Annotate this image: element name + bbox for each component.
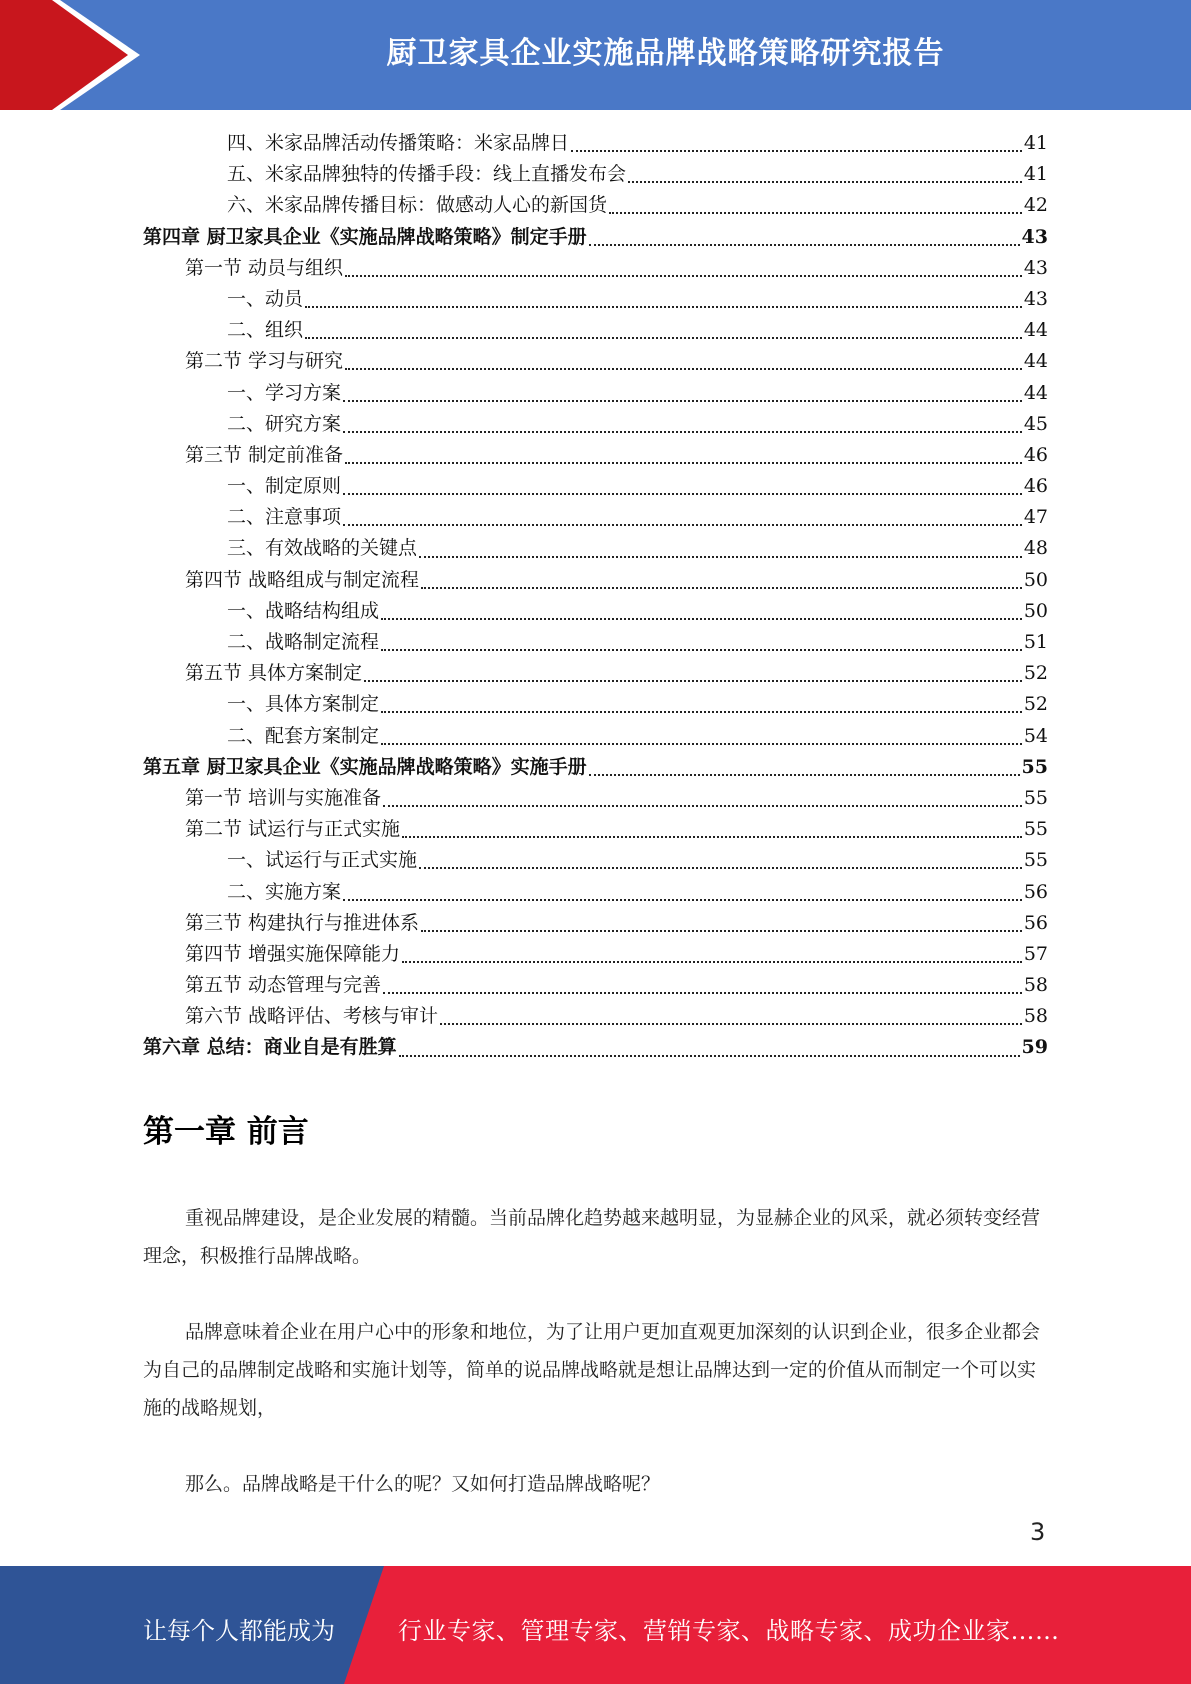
toc-entry-title: 第一节 培训与实施准备 (185, 786, 382, 809)
toc-leader-dots (345, 461, 1022, 464)
toc-entry[interactable] (143, 908, 1048, 939)
toc-entry-page: 43 (1023, 256, 1048, 279)
toc-entry[interactable] (143, 814, 1048, 845)
toc-leader-dots (419, 866, 1022, 869)
toc-entry-title: 二、实施方案 (227, 880, 342, 903)
toc-entry-page: 47 (1023, 506, 1048, 529)
toc-entry-page: 55 (1023, 818, 1048, 841)
toc-entry-page: 46 (1023, 475, 1048, 498)
paragraph: 品牌意味着企业在用户心中的形象和地位，为了让用户更加直观更加深刻的认识到企业，很多企业都会为自己的品牌制定战略和实施计划等，简单的说品牌战略就是想让品牌达到一定的价值从而制定一个可以实施的战略规划， (143, 1321, 1041, 1419)
toc-leader-dots (419, 555, 1022, 558)
toc-entry-page: 42 (1023, 194, 1048, 217)
toc-entry[interactable] (143, 783, 1048, 814)
toc-entry-title: 第三节 构建执行与推进体系 (185, 911, 420, 934)
toc-entry[interactable] (143, 939, 1048, 970)
toc-entry[interactable] (143, 689, 1048, 720)
page-footer (0, 1566, 1191, 1684)
toc-entry[interactable] (143, 877, 1048, 908)
toc-entry-title: 二、注意事项 (227, 506, 342, 529)
toc-entry-title: 第四节 战略组成与制定流程 (185, 568, 420, 591)
toc-entry-page: 52 (1023, 693, 1048, 716)
toc-entry-page: 50 (1023, 568, 1048, 591)
toc-entry[interactable] (143, 596, 1048, 627)
toc-entry-title: 第一节 动员与组织 (185, 256, 344, 279)
toc-entry-page: 51 (1023, 631, 1048, 653)
toc-entry-title: 四、米家品牌活动传播策略：米家品牌日 (227, 132, 570, 154)
toc-entry-title: 一、动员 (227, 287, 304, 310)
chapter-title: 第一章 前言 (143, 1114, 309, 1150)
toc-entry[interactable] (143, 378, 1048, 409)
toc-entry-page: 58 (1023, 1005, 1048, 1028)
toc-entry-page: 44 (1023, 350, 1048, 373)
toc-leader-dots (381, 617, 1022, 620)
toc-entry-page: 46 (1023, 443, 1048, 466)
toc-entry[interactable] (143, 159, 1048, 190)
toc-entry-page: 57 (1023, 942, 1048, 965)
toc-entry-title: 一、试运行与正式实施 (227, 849, 418, 872)
toc-entry-title: 二、配套方案制定 (227, 724, 380, 747)
toc-entry[interactable] (143, 502, 1048, 533)
toc-entry-page: 55 (1021, 755, 1048, 778)
toc-entry[interactable] (143, 1032, 1048, 1063)
toc-entry[interactable] (143, 409, 1048, 440)
toc-entry-title: 第五节 动态管理与完善 (185, 974, 382, 997)
toc-entry-page: 48 (1023, 537, 1048, 560)
toc-entry-title: 六、米家品牌传播目标：做感动人心的新国货 (227, 194, 608, 217)
toc-entry-title: 二、战略制定流程 (227, 631, 380, 653)
toc-entry-title: 第五节 具体方案制定 (185, 662, 363, 685)
paragraph: 那么。品牌战略是干什么的呢？又如何打造品牌战略呢？ (185, 1473, 661, 1495)
toc-entry-title: 二、组织 (227, 319, 304, 342)
toc-entry-title: 五、米家品牌独特的传播手段：线上直播发布会 (227, 163, 627, 186)
toc-entry-page: 41 (1023, 132, 1048, 154)
toc-entry-page: 58 (1023, 974, 1048, 997)
toc-entry-title: 第四章 厨卫家具企业《实施品牌战略策略》制定手册 (143, 225, 587, 248)
toc-entry-title: 一、学习方案 (227, 381, 342, 404)
toc-entry-title: 第四节 增强实施保障能力 (185, 942, 401, 965)
toc-entry-page: 44 (1023, 319, 1048, 342)
toc-leader-dots (381, 742, 1022, 745)
toc-leader-dots (589, 243, 1020, 246)
toc-entry-title: 第五章 厨卫家具企业《实施品牌战略策略》实施手册 (143, 755, 587, 778)
page-number: 3 (1030, 1518, 1046, 1546)
toc-leader-dots (305, 305, 1022, 308)
toc-leader-dots (383, 804, 1022, 807)
toc-entry-title: 第六节 战略评估、考核与审计 (185, 1005, 439, 1028)
toc-entry[interactable] (143, 284, 1048, 315)
toc-leader-dots (402, 960, 1022, 963)
toc-entry[interactable] (143, 970, 1048, 1001)
toc-entry-page: 43 (1021, 225, 1048, 248)
toc-entry-title: 二、研究方案 (227, 412, 342, 435)
table-of-contents (143, 128, 1048, 1064)
toc-entry[interactable] (143, 346, 1048, 377)
toc-entry[interactable] (143, 845, 1048, 876)
toc-entry-title: 一、具体方案制定 (227, 693, 380, 716)
toc-leader-dots (305, 336, 1022, 339)
toc-entry[interactable] (143, 222, 1048, 253)
toc-entry[interactable] (143, 471, 1048, 502)
toc-entry-page: 55 (1023, 786, 1048, 809)
toc-entry[interactable] (143, 315, 1048, 346)
toc-leader-dots (383, 991, 1022, 994)
toc-leader-dots (343, 523, 1022, 526)
toc-entry[interactable] (143, 721, 1048, 752)
toc-entry-title: 第二节 试运行与正式实施 (185, 818, 401, 841)
toc-leader-dots (364, 679, 1022, 682)
toc-leader-dots (343, 399, 1022, 402)
footer-slogan: 让每个人都能成为 (143, 1617, 335, 1645)
toc-entry-page: 44 (1023, 381, 1048, 404)
toc-entry-title: 第六章 总结：商业自是有胜算 (143, 1036, 397, 1059)
toc-entry[interactable] (143, 752, 1048, 783)
toc-leader-dots (381, 648, 1022, 651)
toc-entry-title: 三、有效战略的关键点 (227, 537, 418, 560)
toc-leader-dots (343, 430, 1022, 433)
toc-leader-dots (421, 929, 1022, 932)
toc-entry[interactable] (143, 658, 1048, 689)
toc-entry-title: 一、制定原则 (227, 475, 342, 498)
paragraph: 重视品牌建设，是企业发展的精髓。当前品牌化趋势越来越明显，为显赫企业的风采，就必须转变经营理念，积极推行品牌战略。 (143, 1207, 1041, 1267)
toc-entry-title: 第三节 制定前准备 (185, 443, 344, 466)
document-title: 厨卫家具企业实施品牌战略策略研究报告 (386, 36, 945, 71)
toc-entry[interactable] (143, 1001, 1048, 1032)
toc-entry[interactable] (143, 627, 1048, 658)
toc-entry-page: 56 (1023, 880, 1048, 903)
toc-leader-dots (440, 1022, 1022, 1025)
toc-entry-page: 50 (1023, 599, 1048, 622)
page-header (0, 0, 1191, 110)
toc-entry[interactable] (143, 440, 1048, 471)
toc-leader-dots (343, 492, 1022, 495)
toc-entry[interactable] (143, 190, 1048, 221)
toc-leader-dots (609, 211, 1022, 214)
toc-leader-dots (345, 274, 1022, 277)
toc-leader-dots (421, 586, 1022, 589)
toc-entry-page: 52 (1023, 662, 1048, 685)
toc-entry-page: 55 (1023, 849, 1048, 872)
toc-leader-dots (399, 1054, 1020, 1057)
toc-entry-page: 43 (1023, 287, 1048, 310)
toc-entry-title: 一、战略结构组成 (227, 599, 380, 622)
toc-entry-page: 59 (1021, 1036, 1048, 1059)
toc-entry-page: 45 (1023, 412, 1048, 435)
toc-entry-page: 54 (1023, 724, 1048, 747)
toc-leader-dots (343, 898, 1022, 901)
toc-entry-page: 41 (1023, 163, 1048, 186)
toc-leader-dots (402, 835, 1022, 838)
toc-entry[interactable] (143, 533, 1048, 564)
footer-tagline: 行业专家、管理专家、营销专家、战略专家、成功企业家…… (398, 1617, 1060, 1645)
toc-leader-dots (345, 367, 1022, 370)
toc-entry[interactable] (143, 253, 1048, 284)
toc-leader-dots (589, 773, 1020, 776)
toc-entry-page: 56 (1023, 911, 1048, 934)
toc-leader-dots (628, 180, 1022, 183)
toc-leader-dots (381, 710, 1022, 713)
toc-entry[interactable] (143, 565, 1048, 596)
toc-entry-title: 第二节 学习与研究 (185, 350, 344, 373)
toc-leader-dots (571, 149, 1022, 152)
toc-entry[interactable] (143, 128, 1048, 159)
